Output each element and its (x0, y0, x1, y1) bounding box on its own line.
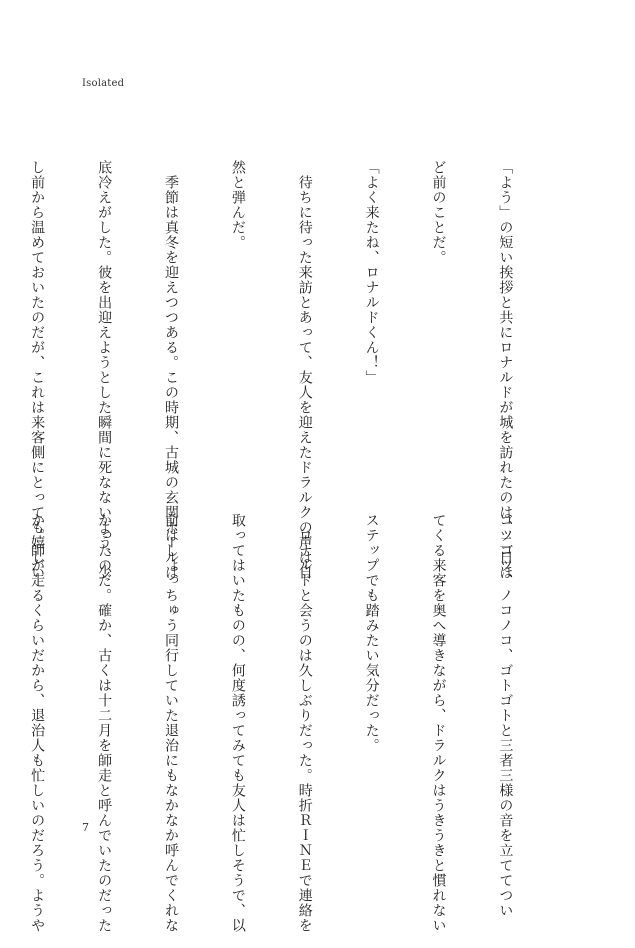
text-line: し前から温めておいたのだが、これは来客側にとっても嬉しい (29, 160, 46, 580)
page-number: 7 (82, 821, 89, 834)
text-line: 底冷えがした。彼を出迎えようとした瞬間に死なないよう、少 (96, 160, 113, 580)
running-header: Isolated (82, 78, 125, 89)
text-line: 取ってはいたものの、何度誘ってみても友人は忙しそうで、以 (229, 513, 246, 933)
text-line: か。師が走るくらいだから、退治人も忙しいのだろう。ようや (29, 513, 46, 933)
text-line: ロナルドと会うのは久しぶりだった。時折ＲＩＮＥで連絡を (296, 513, 313, 933)
upper-text-block (29, 160, 561, 580)
text-line: 「よう」の短い挨拶と共にロナルドが城を訪れたのは、二日ほ (497, 160, 514, 580)
text-line: 季節は真冬を迎えつつある。この時期、古城の玄関ホールは (162, 160, 179, 580)
text-line: ステップでも踏みたい気分だった。 (363, 513, 380, 753)
text-line: 然と弾んだ。 (229, 160, 246, 250)
text-line: 待ちに待った来訪とあって、友人を迎えたドラルクの声は自 (296, 160, 313, 580)
text-line: かったのだ。確か、古くは十二月を師走と呼んでいたのだった (96, 513, 113, 933)
text-line: 「よく来たね、ロナルドくん！」 (363, 160, 380, 385)
lower-text-block (29, 513, 561, 933)
text-line: 前はしょっちゅう同行していた退治にもなかなか呼んでくれな (162, 513, 179, 933)
text-line: コツコツ、ノコノコ、ゴトゴトと三者三様の音を立ててつい (497, 513, 514, 918)
text-line: ど前のことだ。 (430, 160, 447, 265)
text-line: てくる来客を奥へ導きながら、ドラルクはうきうきと慣れない (430, 513, 447, 933)
